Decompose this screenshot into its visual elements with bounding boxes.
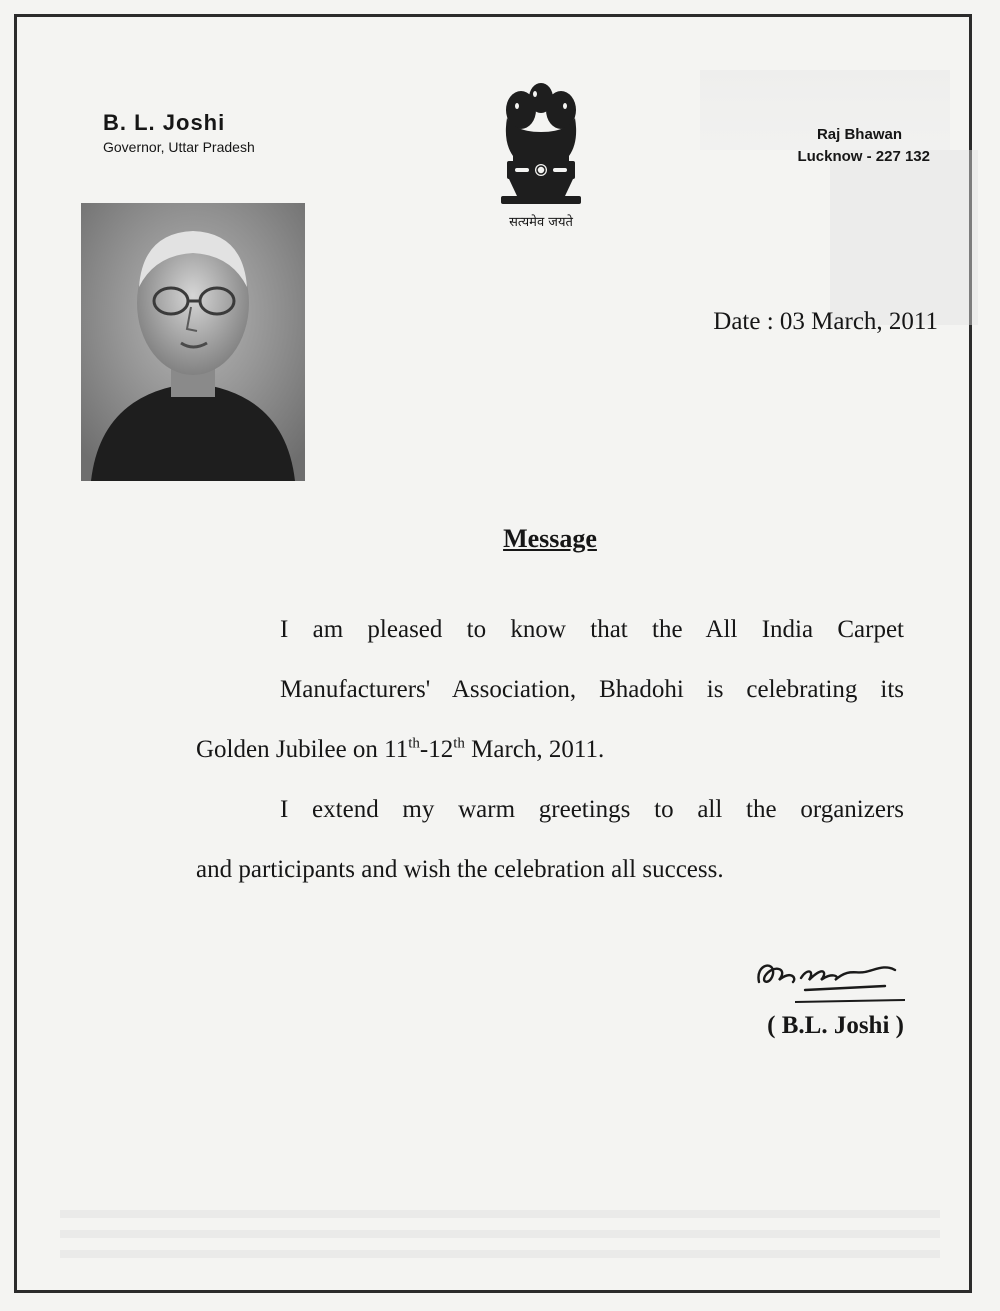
- state-emblem: [486, 80, 596, 240]
- paragraph-1: [196, 600, 904, 780]
- message-heading-text: Message: [503, 524, 597, 553]
- governor-portrait: [81, 203, 305, 481]
- body-line: and participants and wish the celebration all success.: [196, 856, 724, 883]
- signatory-name: ( B.L. Joshi ): [767, 1012, 904, 1039]
- letterhead-address: [760, 124, 930, 168]
- body-line: I am pleased to know that the All India Carpet: [280, 616, 904, 643]
- signature: [745, 950, 925, 1015]
- sender-name: B. L. Joshi: [103, 110, 226, 135]
- body-line: I extend my warm greetings to all the organizers: [280, 796, 904, 823]
- letter-date: Date : 03 March, 2011: [713, 308, 938, 335]
- message-heading: [0, 524, 1000, 554]
- ashoka-lion-capital-icon: [495, 80, 587, 210]
- sender-title: Governor, Uttar Pradesh: [103, 139, 255, 155]
- body-line: Golden Jubilee on 11th-12th March, 2011.: [196, 735, 605, 763]
- letterhead-sender: [103, 110, 255, 155]
- address-line-1: Raj Bhawan: [816, 126, 902, 143]
- body-line: Manufacturers' Association, Bhadohi is celebrating its: [280, 676, 904, 703]
- message-body: [196, 600, 904, 900]
- address-line-2: Lucknow - 227 132: [797, 148, 930, 165]
- emblem-motto: सत्यमेव जयते: [509, 215, 573, 230]
- paragraph-2: [196, 780, 904, 900]
